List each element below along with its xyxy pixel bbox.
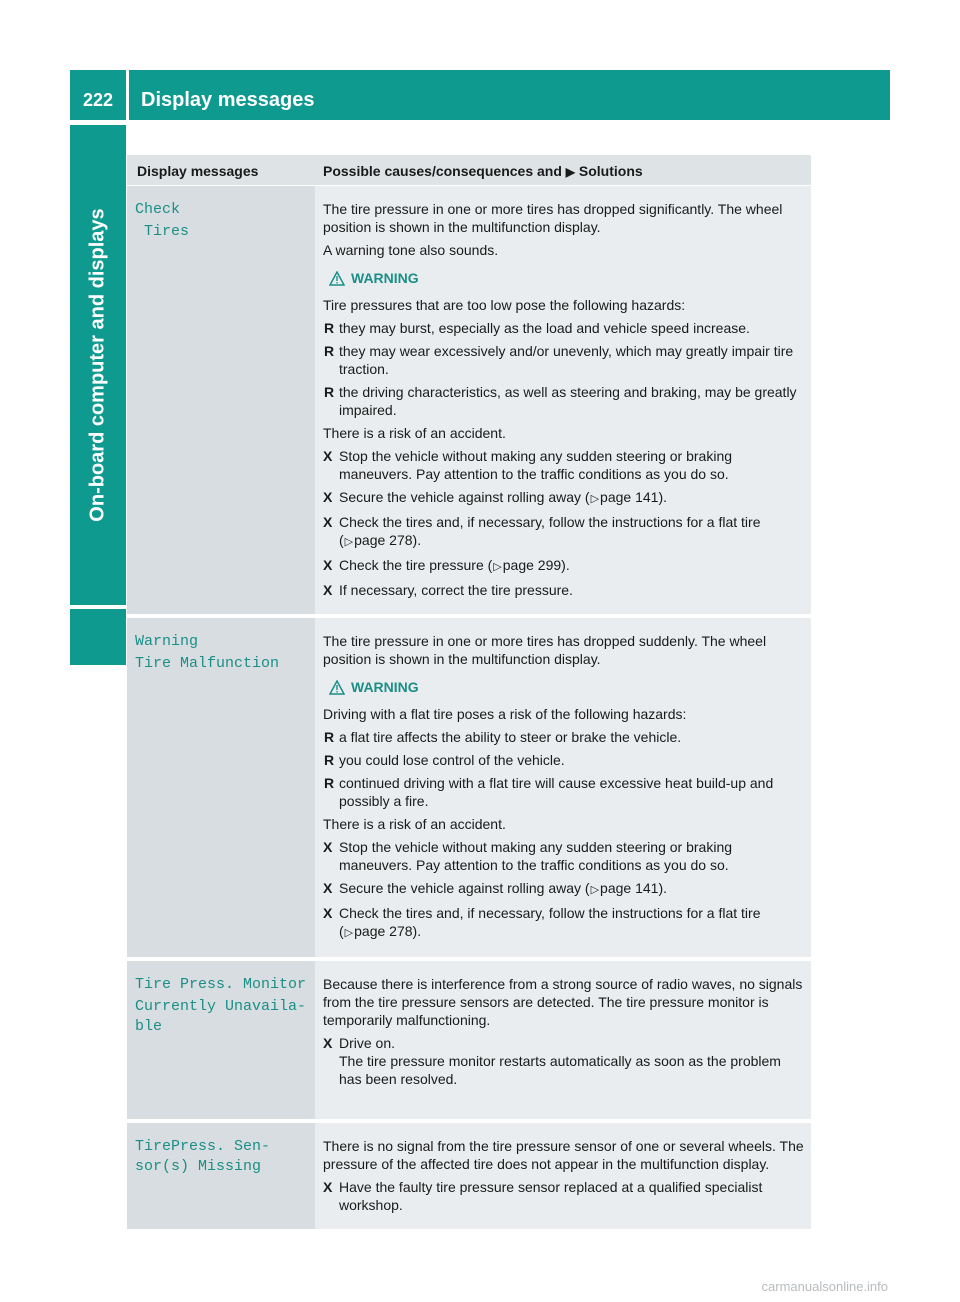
warning-label: WARNING: [351, 270, 419, 286]
x-action-icon: X: [323, 489, 333, 505]
page-ref-triangle-icon: ▷: [344, 536, 354, 548]
description-cell: [315, 959, 811, 1121]
warning-triangle-icon: [329, 680, 345, 695]
column-header-solutions: [315, 155, 811, 186]
header-divider: [126, 70, 129, 120]
risk-text: There is a risk of an accident.: [323, 425, 506, 441]
message-line: Currently Unavaila- ble: [135, 998, 307, 1035]
x-action-icon: X: [323, 880, 333, 896]
page-number: 222: [82, 90, 114, 110]
x-action-icon: X: [323, 839, 333, 855]
page-ref-triangle-icon: ▷: [493, 561, 502, 573]
list-item: X Secure the vehicle against rolling away (▷page 141).: [323, 489, 667, 505]
list-item: X Check the tire pressure (▷page 299).: [323, 557, 570, 573]
display-messages-table: [127, 155, 811, 1229]
description-text: Because there is interference from a strong source of radio waves, no signals from the tire pressure sensors are detected. The tire pressure monitor is temporarily malfunctioning.: [323, 976, 803, 1028]
description-cell: [315, 186, 811, 617]
page-ref-link[interactable]: page 278).: [354, 532, 422, 548]
page-ref-triangle-icon: ▷: [344, 927, 354, 939]
action-list: [323, 447, 805, 599]
list-item: X If necessary, correct the tire pressure.: [323, 582, 573, 598]
page-ref-link[interactable]: page 299).: [502, 557, 570, 573]
x-action-icon: X: [323, 1179, 333, 1195]
description-text: The tire pressure in one or more tires has dropped suddenly. The wheel position is shown in the multifunction display.: [323, 633, 767, 667]
list-item: X Have the faulty tire pressure sensor replaced at a qualified specialist workshop.: [323, 1179, 763, 1213]
x-action-icon: X: [323, 582, 333, 598]
risk-text: There is a risk of an accident.: [323, 816, 506, 832]
message-line: Warning: [135, 633, 199, 650]
description-text: There is no signal from the tire pressure sensor of one or several wheels. The pressure of the affected tire does not appear in the multifunction display.: [323, 1138, 804, 1172]
column-header-messages: Display messages: [127, 155, 315, 186]
list-item: X Stop the vehicle without making any sudden steering or braking maneuvers. Pay attention to the traffic conditions as you do so.: [323, 448, 733, 482]
page-ref-link[interactable]: page 278).: [354, 923, 422, 939]
list-item: X Secure the vehicle against rolling away (▷page 141).: [323, 880, 667, 896]
warning-label: WARNING: [351, 679, 419, 695]
hazard-list: [323, 319, 805, 419]
message-line: TirePress. Sen- sor(s) Missing: [135, 1138, 271, 1175]
action-list: [323, 1034, 805, 1088]
list-item: R you could lose control of the vehicle.: [324, 752, 565, 768]
message-line: Tire Press. Monitor: [135, 976, 307, 993]
x-action-icon: X: [323, 1035, 333, 1051]
action-list: [323, 838, 805, 942]
table-row: [127, 959, 811, 1121]
r-bullet-icon: R: [324, 775, 335, 791]
page-ref-link[interactable]: page 141).: [600, 880, 667, 896]
side-chapter-title: On-board computer and displays: [86, 208, 109, 522]
message-cell: [127, 959, 315, 1121]
hazard-intro: Tire pressures that are too low pose the following hazards:: [323, 297, 686, 313]
warning-triangle-icon: [329, 271, 345, 286]
table-header-row: [127, 155, 811, 186]
hazard-list: [323, 728, 805, 810]
r-bullet-icon: R: [324, 729, 335, 745]
column-header-suffix: Solutions: [578, 163, 643, 179]
description-text: A warning tone also sounds.: [323, 242, 499, 258]
list-item: X Check the tires and, if necessary, follow the instructions for a flat tire (▷page 278).: [323, 514, 761, 548]
list-item: R they may burst, especially as the load and vehicle speed increase.: [324, 320, 750, 336]
list-item: X Check the tires and, if necessary, follow the instructions for a flat tire (▷page 278).: [323, 905, 761, 939]
x-action-icon: X: [323, 514, 333, 530]
warning-heading: [329, 678, 805, 696]
r-bullet-icon: R: [324, 752, 335, 768]
message-line: Tires: [135, 223, 190, 240]
page-ref-triangle-icon: ▷: [590, 884, 600, 896]
description-cell: [315, 1121, 811, 1229]
message-line: Tire Malfunction: [135, 655, 280, 672]
page-ref-link[interactable]: page 141).: [600, 489, 667, 505]
message-cell: [127, 1121, 315, 1229]
watermark: carmanualsonline.info: [761, 1279, 888, 1294]
warning-heading: [329, 269, 805, 287]
message-cell: [127, 186, 315, 617]
list-item: R the driving characteristics, as well as steering and braking, may be greatly impaired.: [324, 384, 797, 418]
message-cell: [127, 616, 315, 959]
r-bullet-icon: R: [324, 320, 335, 336]
table-row: [127, 186, 811, 617]
list-item: R they may wear excessively and/or unevenly, which may greatly impair tire traction.: [324, 343, 794, 377]
list-item: X Drive on. The tire pressure monitor restarts automatically as soon as the problem has been resolved.: [323, 1035, 781, 1087]
table-row: [127, 616, 811, 959]
hazard-intro: Driving with a flat tire poses a risk of the following hazards:: [323, 706, 687, 722]
table-row: [127, 1121, 811, 1229]
action-list: [323, 1178, 805, 1214]
x-action-icon: X: [323, 905, 333, 921]
x-action-icon: X: [323, 448, 333, 464]
r-bullet-icon: R: [324, 343, 335, 359]
message-line: Check: [135, 201, 181, 218]
side-marker: [70, 609, 126, 665]
column-header-text: Possible causes/consequences and: [323, 163, 562, 179]
list-item: R continued driving with a flat tire will cause excessive heat build-up and possibly a fire.: [324, 775, 774, 809]
x-action-icon: X: [323, 557, 333, 573]
play-arrow-icon: ▶: [565, 165, 576, 179]
r-bullet-icon: R: [324, 384, 335, 400]
list-item: X Stop the vehicle without making any sudden steering or braking maneuvers. Pay attention to the traffic conditions as you do so.: [323, 839, 733, 873]
description-cell: [315, 616, 811, 959]
page-title: Display messages: [141, 89, 315, 111]
list-item: R a flat tire affects the ability to steer or brake the vehicle.: [324, 729, 682, 745]
description-text: The tire pressure in one or more tires has dropped significantly. The wheel position is shown in the multifunction display.: [323, 201, 783, 235]
page-ref-triangle-icon: ▷: [590, 493, 600, 505]
